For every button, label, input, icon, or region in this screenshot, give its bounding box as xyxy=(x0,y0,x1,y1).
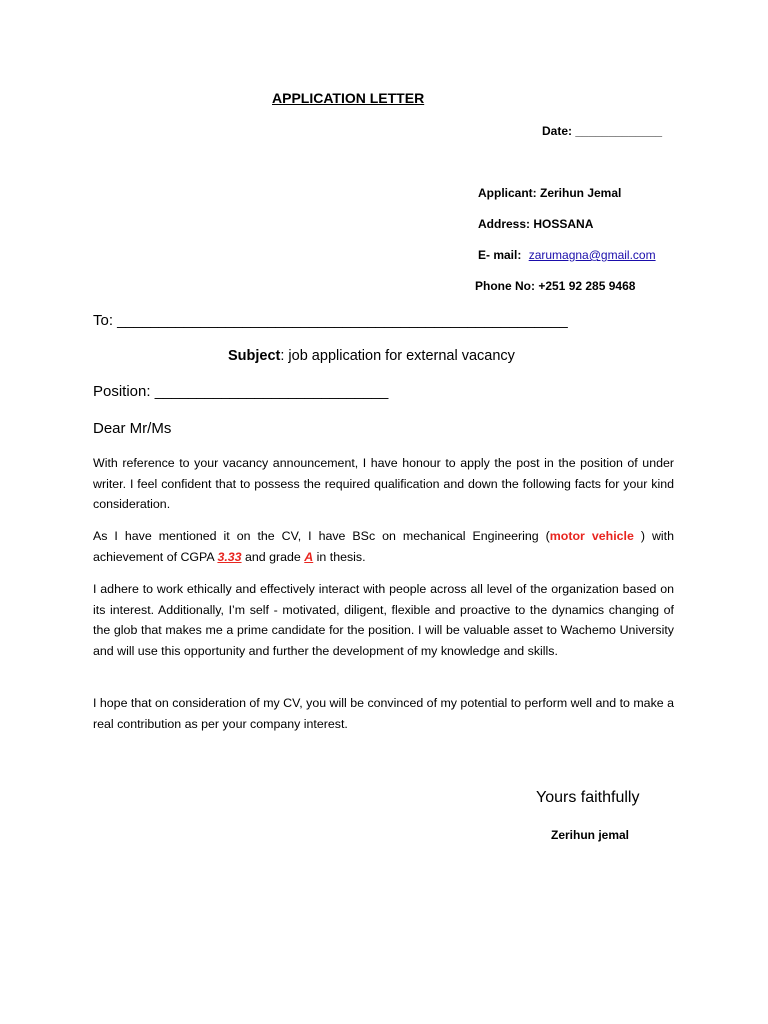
email-label: E- mail: xyxy=(478,248,522,262)
para2-part-d: in thesis. xyxy=(313,549,366,564)
applicant-name: Applicant: Zerihun Jemal xyxy=(478,186,622,200)
para2-part-b: ) with achievement of CGPA xyxy=(93,529,674,564)
closing: Yours faithfully xyxy=(536,789,640,806)
grade-value: A xyxy=(304,549,314,564)
subject-text: : job application for external vacancy xyxy=(280,348,515,364)
applicant-address: Address: HOSSANA xyxy=(478,217,594,231)
date-line: Date: _____________ xyxy=(542,124,663,138)
para2-part-c: and grade xyxy=(241,549,305,564)
signature-name: Zerihun jemal xyxy=(551,828,630,842)
recipient-line: To: ______________________________________________________ xyxy=(93,312,568,329)
paragraph-1: With reference to your vacancy announcement, I have honour to apply the post in the position of under writer. I feel confident that to possess the required qualification and down the following facts for your kind consideration. xyxy=(93,456,674,511)
position-line: Position: ____________________________ xyxy=(93,383,389,400)
paragraph-3: I adhere to work ethically and effectively interact with people across all level of the organization based on its interest. Additionally, I’m self - motivated, diligent, flexible and proactive to the dynamics changing of the glob that makes me a prime candidate for the position. I will be valuable asset to Wachemo University and will use this opportunity and further the development of my knowledge and skills. xyxy=(93,582,674,658)
email-link[interactable]: zarumagna@gmail.com xyxy=(528,248,656,262)
email-line xyxy=(478,248,656,262)
subject-line xyxy=(228,348,515,364)
cgpa-value: 3.33 xyxy=(217,549,242,564)
paragraph-4: I hope that on consideration of my CV, you will be convinced of my potential to perform well and to make a real contribution as per your company interest. xyxy=(93,696,674,731)
para2-part-a: As I have mentioned it on the CV, I have BSc on mechanical Engineering ( xyxy=(93,529,550,543)
motor-vehicle-highlight: motor vehicle xyxy=(549,529,634,543)
letter-title: APPLICATION LETTER xyxy=(272,90,425,106)
paragraph-2 xyxy=(93,526,674,567)
salutation: Dear Mr/Ms xyxy=(93,420,172,437)
phone-line: Phone No: +251 92 285 9468 xyxy=(475,279,636,293)
subject-label: Subject xyxy=(228,348,281,364)
